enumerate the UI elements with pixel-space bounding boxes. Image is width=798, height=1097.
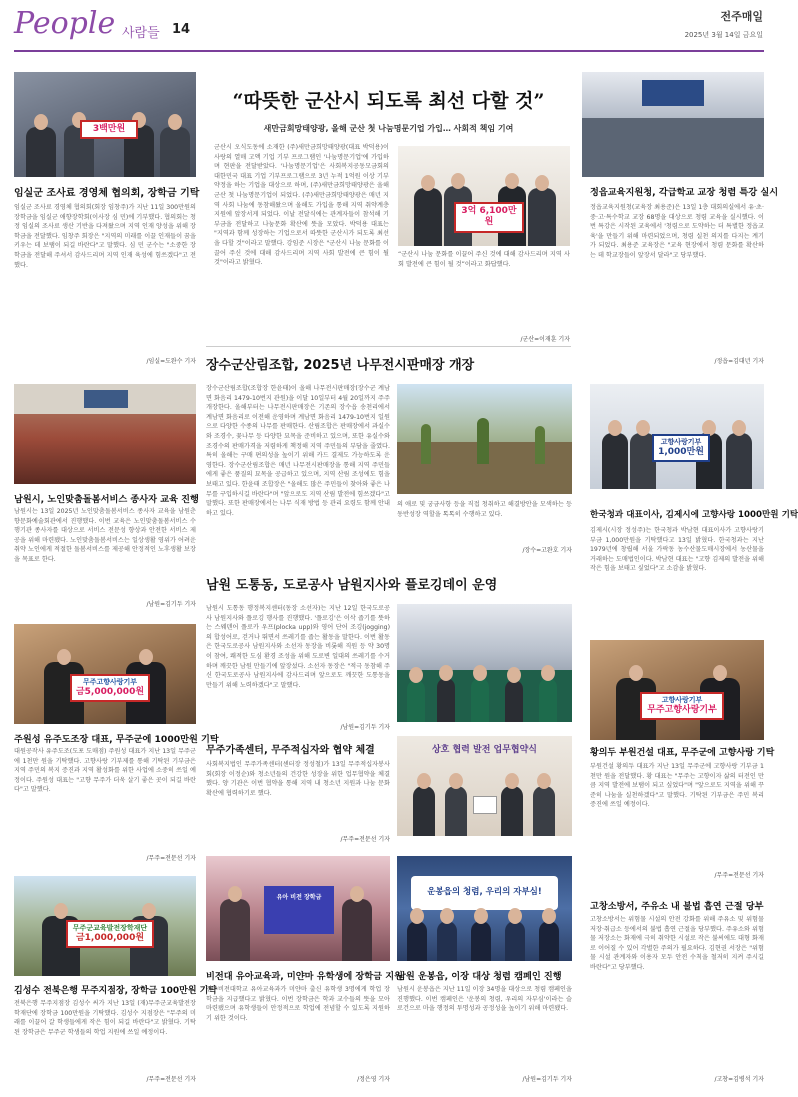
byline-imsil: /임실=도완수 기자 (146, 358, 196, 365)
jangsu-byline: /장수=고완호 기자 (522, 547, 572, 554)
jangsu-body: 장수군산림조합(조합장 한윤태)이 올해 나무전시판매장(장수군 계남면 화음리 1479-10번지 관원)을 이달 10일부터 4월 20일까지 주주 개장한다. 올해부터는 나무전시판매장은 기존의 장수읍 송천리에서 계남면 화음리로 이전해 운영하며 계남면 화음리 1479-10번지 일원으로 다양한 수종의 나무를 판매한다. 산림조합은 판매장에서 과실수와 조경수, 꽃나무 등 다양한 묘목을 준비하고 있으며, 또한 유실수와 조경수의 판매가격을 저렴하게 책정해 지역 주민들의 부담을 줄였다. 특히 올해는 구매 편의성을 높이기 위해 카드 결제도 가능하도록 운영한다. 장수군산림조합은 매년 나무전시판매장을 통해 지역 주민들에게 좋은 품질의 묘목을 공급하고 있으며, 지역 산림 조성에도 힘을 보태고 있다. 한윤태 조합장은 "올해도 많은 주민들이 찾아와 좋은 나무를 구입하시길 바란다"며 "앞으로도 지역 산림 발전에 힘쓰겠다"고 말했다. 또한 판매장에서는 나무 식재 방법 등 관리 요령도 함께 안내하고 있다. (206, 385, 390, 517)
body-muju-family: 사회복지법인 무주가족센터(센터장 정성철)가 13일 무주적십자봉사회(회장 이정순)와 청소년들의 건강한 성장을 위한 업무협약을 체결했다. 양 기관은 이번 협약을 통해 지역 내 청소년 지원과 나눔 문화 확산에 협력하기로 했다. (206, 761, 390, 797)
byline-muju-family: /무주=전문선 기자 (340, 836, 390, 843)
donation-board: 무주고향사랑기부 금5,000,000원 (70, 674, 150, 702)
headline-buwon: 황의두 부원건설 대표, 무주군에 고향사랑 기탁 (590, 748, 775, 758)
body-gimje: 김제시(시장 정성주)는 한국청과 박남현 대표이사가 고향사랑기부금 1,000만원을 기탁했다고 13일 밝혔다. 한국청과는 지난 1979년에 창립해 서울 가락동 농수산물도매시장에서 농산물을 거래하는 도매법인이다. 박남현 대표는 "고향 김제의 발전을 위해 작은 힘을 보태고 싶었다"고 소감을 밝혔다. (590, 527, 764, 573)
photo-imsil (14, 72, 196, 177)
headline-unbong: 남원 운봉읍, 이장 대상 청렴 캠페인 진행 (397, 971, 562, 982)
donation-board: 3억 6,100만원 (454, 202, 524, 233)
namwon-plogging-photo (397, 604, 572, 722)
headline-namwon-care: 남원시, 노인맞춤돌봄서비스 종사자 교육 진행 (14, 494, 199, 505)
byline-jeongeup: /정읍=김대년 기자 (714, 358, 764, 365)
paper-name: 전주매일 (720, 10, 763, 23)
headline-gochang: 고창소방서, 주유소 내 불법 흡연 근절 당부 (590, 901, 764, 912)
header (0, 0, 777, 56)
headline-muju-2: 김성수 전북은행 무주지점장, 장학금 100만원 기탁 (14, 986, 218, 996)
byline-muju-1: /무주=전문선 기자 (146, 855, 196, 862)
byline-vision: /정은영 기자 (357, 1076, 390, 1083)
section-title-ko: 사람들 (122, 26, 160, 41)
jangsu-body-col2: 의 애로 및 궁금사항 등을 직접 청취하고 해결방안을 모색하는 등 동반성장 역할을 톡톡히 수행하고 있다. (397, 501, 572, 518)
lead-body-col1: 군산시 오식도동에 소재한 (주)새만금희망태양광(대표 박덕용)이 사랑의 열매 고액 기업 기부 프로그램인 '나눔명문기업'에 가입하며 현판을 전달받았다. '나눔명문기업'은 사회복지공동모금회의 대한민국 대표 기업 기부프로그램으로 3년 누적 1억원 이상 기부 약정을 하는 기업을 대상으로 하며, (주)새만금희망태양광은 올해 군산 첫 나눔명문기업이 되었다. (주)새만금희망태양광은 매년 지역 사회 나눔에 동참해왔으며 올해도 가입을 통해 지역 취약계층 지원에 앞장서게 되었다. 이날 전달식에는 관계자들이 참석해 기부금을 전달하고 나눔문화 확산에 뜻을 모았다. 박덕용 대표는 "지역과 함께 성장하는 기업으로서 따뜻한 군산시가 되도록 최선을 다할 것"이라고 말했다. 강임준 시장은 "군산시 나눔 문화를 이끌어 주신 것에 대해 감사드리며 지역 사회 발전에 큰 힘이 될 것"이라고 밝혔다. (214, 144, 389, 267)
section-title-en: People (14, 6, 116, 41)
body-imsil: 임실군 조사료 경영체 협의회(회장 임창주)가 지난 11일 300만원의 장학금을 임실군 애향장학회(이사장 심 민)에 기부했다. 협의회는 청정 임실의 조사료 생산 기반을 다져왔으며 지역 인재 양성을 위해 장학금을 전달했다. 임창주 회장은 "지역의 미래를 이끌 인재들이 꿈을 키우는 데 보탬이 되길 바란다"고 말했다. 심 민 군수는 "소중한 장학금을 전달해 주셔서 감사드리며 지역 인재 육성에 힘쓰겠다"고 전했다. (14, 204, 196, 269)
byline-namwon-care: /남원=김기두 기자 (146, 601, 196, 608)
photo-muju-1 (14, 624, 196, 724)
body-muju-2: 전북은행 무주지점장 김성수 씨가 지난 13일 (재)무주군교육발전장학재단에 장학금 100만원을 기탁했다. 김성수 지점장은 "무주의 미래를 이끌어 갈 학생들에게 작은 힘이 되길 바란다"고 밝혔다. 기탁된 장학금은 무주군 학생들의 학업 지원에 쓰일 예정이다. (14, 1000, 196, 1036)
agreement-banner: 상호 협력 발전 업무협약식 (431, 745, 538, 755)
body-vision: 전주비전대학교 유아교육과가 미얀마 출신 유학생 3명에게 학업 장학금을 지급했다고 밝혔다. 이번 장학금은 학과 교수들의 뜻을 모아 마련됐으며 유학생들이 안정적으로 학업에 전념할 수 있도록 지원하기 위한 것이다. (206, 986, 390, 1022)
body-buwon: 부원건설 황의두 대표가 지난 13일 무주군에 고향사랑 기부금 1천만 원을 전달했다. 황 대표는 "무주는 고향이자 삶의 터전인 만큼 지역 발전에 보탬이 되고 싶었다"며 "앞으로도 지역을 위해 꾸준히 나눔을 실천하겠다"고 말했다. 기탁된 기부금은 주민 복리 증진에 쓰일 예정이다. (590, 763, 764, 809)
byline-gochang: /고창=김병석 기자 (714, 1076, 764, 1083)
body-gochang: 고창소방서는 위험물 시설의 안전 강화를 위해 주유소 및 위험물 저장·취급소 등에서의 불법 흡연 근절을 당부했다. 주유소와 위험물 저장소는 화재에 극히 취약한 시설로 작은 불씨에도 대형 화재로 이어질 수 있어 각별한 주의가 필요하다. 김현권 서장은 "위험물 시설 관계자와 이용자 모두 안전 수칙을 철저히 지켜 주시길 바란다"고 당부했다. (590, 916, 764, 971)
photo-jeongeup (582, 72, 764, 177)
donation-board: 고향사랑기부 무주고향사랑기부 (640, 692, 724, 720)
body-namwon-care: 남원시는 13일 2025년 노인맞춤돌봄서비스 종사자 교육을 남원춘향문화예술회관에서 진행했다. 이번 교육은 노인맞춤돌봄서비스 수행기관 종사자를 대상으로 서비스 전문성 향상과 안전한 서비스 제공을 위해 마련됐다. 노인맞춤돌봄서비스는 일상생활 영위가 어려운 취약 노인에게 적절한 돌봄서비스를 제공해 안정적인 노후생활 보장을 목표로 한다. (14, 508, 196, 563)
jangsu-title: 장수군산림조합, 2025년 나무전시판매장 개장 (206, 358, 475, 373)
headline-gimje: 한국청과 대표이사, 김제시에 고향사랑 1000만원 기탁 (590, 510, 798, 520)
body-muju-1: 대원공작사 유주도조(도포 도매점) 주원성 대표가 지난 13일 무주군에 1천만 원을 기탁했다. 고향사랑 기부제를 통해 기탁된 기부금은 지역 주민의 복지 증진과 지역 활성화를 위한 사업에 소중히 쓰일 예정이다. 주원성 대표는 "고향 무주가 더욱 살기 좋은 곳이 되길 바란다"고 말했다. (14, 748, 196, 794)
headline-muju-family: 무주가족센터, 무주적십자와 협약 체결 (206, 745, 375, 756)
jangsu-photo (397, 384, 572, 494)
headline-imsil: 임실군 조사료 경영체 협의회, 장학금 기탁 (14, 188, 200, 199)
headline-muju-1: 주원성 유주도조장 대표, 무주군에 1000만원 기탁 (14, 734, 219, 745)
campaign-banner: 운봉읍의 청렴, 우리의 자부심! (411, 876, 558, 910)
donation-board: 고향사랑기부 1,000만원 (652, 434, 710, 462)
headline-vision: 비전대 유아교육과, 미얀마 유학생에 장학금 지원 (206, 971, 403, 982)
issue-date: 2025년 3월 14일 금요일 (684, 31, 763, 39)
headline-jeongeup: 정읍교육지원청, 각급학교 교장 청렴 특강 실시 (590, 187, 779, 198)
photo-namwon-care (14, 384, 196, 484)
namwon-plogging-byline: /남원=김기두 기자 (340, 724, 390, 731)
donation-board: 3백만원 (80, 120, 138, 139)
namwon-plogging-title: 남원 도통동, 도로공사 남원지사와 플로깅데이 운영 (206, 578, 498, 593)
photo-unbong (397, 856, 572, 961)
lead-photo (398, 146, 570, 246)
byline-muju-2: /무주=전문선 기자 (146, 1076, 196, 1083)
photo-muju-2 (14, 876, 196, 976)
photo-buwon (590, 640, 764, 740)
donation-board: 무주군교육발전장학재단 금1,000,000원 (66, 920, 154, 948)
lead-title: “따뜻한 군산시 되도록 최선 다할 것” (232, 90, 545, 112)
lead-byline: /군산=이재훈 기자 (520, 336, 570, 343)
photo-muju-family (397, 736, 572, 836)
body-unbong: 남원시 운봉읍은 지난 11일 이장 34명을 대상으로 청렴 캠페인을 진행했다. 이번 캠페인은 '운봉의 청렴, 우리의 자부심'이라는 슬로건으로 마을 행정의 투명성과 공정성을 높이기 위해 마련됐다. (397, 986, 572, 1013)
byline-unbong: /남원=김기두 기자 (522, 1076, 572, 1083)
lead-subtitle: 새만금회망태양광, 올해 군산 첫 나눔명문기업 가입… 사회적 책임 기여 (263, 124, 514, 133)
photo-gimje (590, 384, 764, 489)
byline-buwon: /무주=전문선 기자 (714, 872, 764, 879)
lead-body-col2: “군산시 나눔 문화를 이끌어 주신 것에 대해 감사드리며 지역 사회 발전에 큰 힘이 될 것”이라고 화답했다. (398, 251, 570, 268)
namwon-plogging-body: 남원시 도통동 행정복지센터(동장 소선자)는 지난 12일 한국도로공사 남원지사와 플로깅 행사를 진행했다. '플로깅'은 이삭 줍기를 뜻하는 스웨덴어 플로카 우프(plocka upp)와 영어 단어 조깅(jogging)의 합성어로, 걷거나 뛰면서 쓰레기를 줍는 활동을 말한다. 이번 활동은 한국도로공사 남원지사와 소선자 동장을 비롯해 직원 등 약 30명이 참여, 쾌적한 도심 환경 조성을 위해 도로변 일대의 쓰레기를 수거하며 깨끗한 남원 만들기에 앞장섰다. 소선자 동장은 "적극 동참해 주신 한국도로공사 남원지사에 감사드리며 앞으로도 깨끗한 도통동을 만들기 위해 노력하겠다"고 말했다. (206, 605, 390, 689)
header-rule (14, 50, 764, 52)
page-number: 14 (172, 22, 191, 37)
body-jeongeup: 정읍교육지원청(교육장 최용준)은 13일 1층 대회의실에서 유·초·중·고·특수학교 교장 68명을 대상으로 청렴 교육을 실시했다. 이번 특강은 시작된 교육에서 '청렴으로 도약하는 더 특별한 정읍교육'을 만들기 위해 마련되었으며, 청렴 실천 의지를 다지는 계기가 되었다. 최용준 교육장은 "교육 현장에서 청렴 문화를 확산하는 데 학교장들이 앞장서 달라"고 당부했다. (590, 204, 764, 259)
divider (206, 346, 571, 347)
photo-vision (206, 856, 390, 961)
scholarship-board: 유아 비전 장학금 (264, 886, 334, 934)
